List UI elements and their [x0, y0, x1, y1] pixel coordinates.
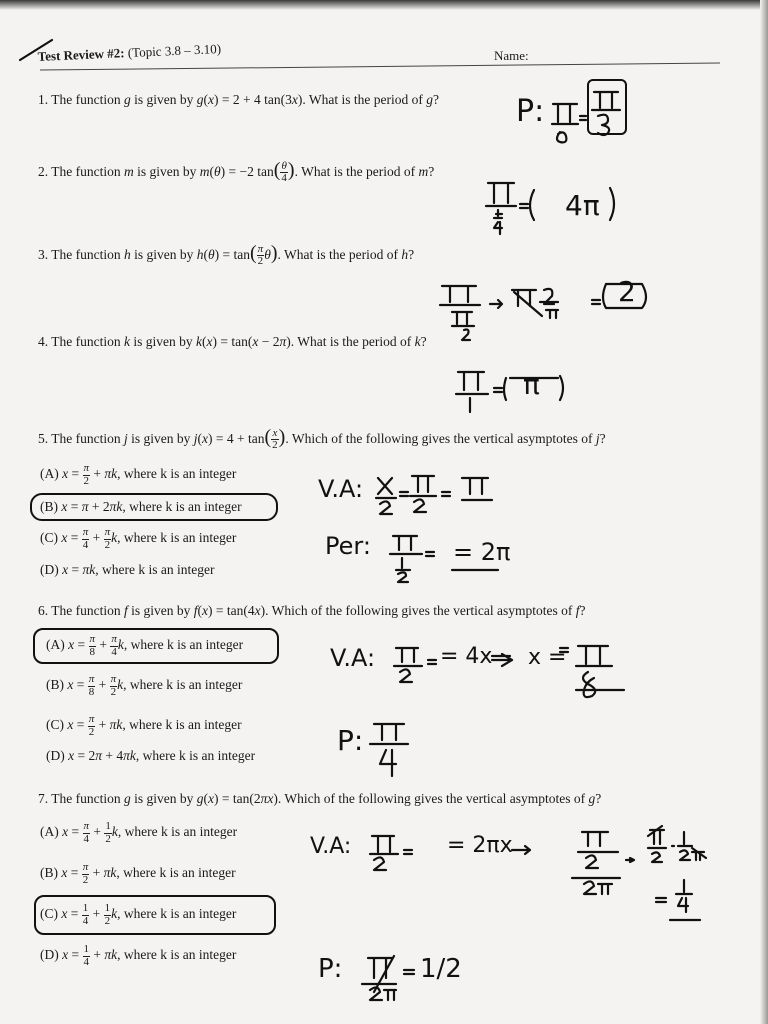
question-2: 2. The function m is given by m(θ) = −2 tan( $\frac{\theta}{4}$ ). What is the period of m? [38, 159, 435, 185]
name-label: Name: [494, 48, 529, 63]
hw-q5-per-label: Per: [325, 532, 371, 560]
hw-q2-answer: 4π [565, 189, 600, 222]
q6-option-d[interactable]: (D) x = 2π + 4πk, where k is an integer [46, 748, 256, 763]
q7-option-b[interactable]: (B) x = $\frac{\pi}{2}$ + πk, where k is an integer [40, 861, 236, 886]
q5-option-d[interactable]: (D) x = πk, where k is an integer [40, 562, 215, 577]
question-7: 7. The function g is given by g(x) = tan(2πx). Which of the following gives the vertical asymptotes of g? [38, 791, 602, 806]
question-6: 6. The function f is given by f(x) = tan(4x). Which of the following gives the vertical asymptotes of f? [38, 603, 586, 618]
question-4: 4. The function k is given by k(x) = tan(x − 2π). What is the period of k? [38, 334, 427, 349]
worksheet-title: Test Review #2: (Topic 3.8 – 3.10) [37, 41, 222, 64]
question-3: 3. The function h is given by h(θ) = tan( $\frac{\pi}{2}$ θ). What is the period of h? [38, 242, 415, 268]
q7-option-d[interactable]: (D) x = $\frac{1}{4}$ + πk, where k is an integer [40, 943, 237, 968]
q6-option-c[interactable]: (C) x = $\frac{\pi}{2}$ + πk, where k is an integer [46, 713, 242, 738]
hw-q7-va-label: V.A: [310, 834, 352, 859]
hw-q7-p-answer: 1/2 [420, 954, 462, 984]
q6-option-b[interactable]: (B) x = $\frac{\pi}{8}$ + $\frac{\pi}{2}$ k, where k is an integer [46, 673, 243, 698]
hw-q5-per-answer: = 2π [453, 538, 511, 566]
hw-q4-answer: π [523, 368, 540, 401]
question-5: 5. The function j is given by j(x) = 4 + tan( $\frac{x}{2}$ ). Which of the following gives the vertical asymptotes of j? [38, 426, 606, 452]
q5-option-a[interactable]: (A) x = $\frac{\pi}{2}$ + πk, where k is an integer [40, 462, 237, 487]
hw-q6-x-label: x = [528, 645, 567, 670]
question-1: 1. The function g is given by g(x) = 2 + 4 tan(3x). What is the period of g? [38, 92, 439, 107]
q7-option-c[interactable]: (C) x = $\frac{1}{4}$ + $\frac{1}{2}$ k, where k is an integer [40, 902, 237, 927]
q7-option-a[interactable]: (A) x = $\frac{\pi}{4}$ + $\frac{1}{2}$ k, where k is an integer [40, 820, 238, 845]
q5-option-b[interactable]: (B) x = π + 2πk, where k is an integer [40, 499, 242, 514]
hw-q5-va-label: V.A: [318, 475, 364, 503]
hw-q3-answer: 2 [618, 275, 636, 308]
hw-q1-p-label: P: [516, 94, 545, 129]
hw-q7-p-label: P: [318, 954, 343, 984]
hw-q6-va-label: V.A: [330, 644, 376, 672]
hw-q7-2pix: = 2πx [447, 833, 513, 858]
hw-q6-4x: = 4x [440, 644, 493, 669]
hw-q6-p-label: P: [337, 724, 364, 757]
q5-option-c[interactable]: (C) x = $\frac{\pi}{4}$ + $\frac{\pi}{2}$ k, where k is an integer [40, 526, 237, 551]
q6-option-a[interactable]: (A) x = $\frac{\pi}{8}$ + $\frac{\pi}{4}$ k, where k is an integer [46, 633, 244, 658]
